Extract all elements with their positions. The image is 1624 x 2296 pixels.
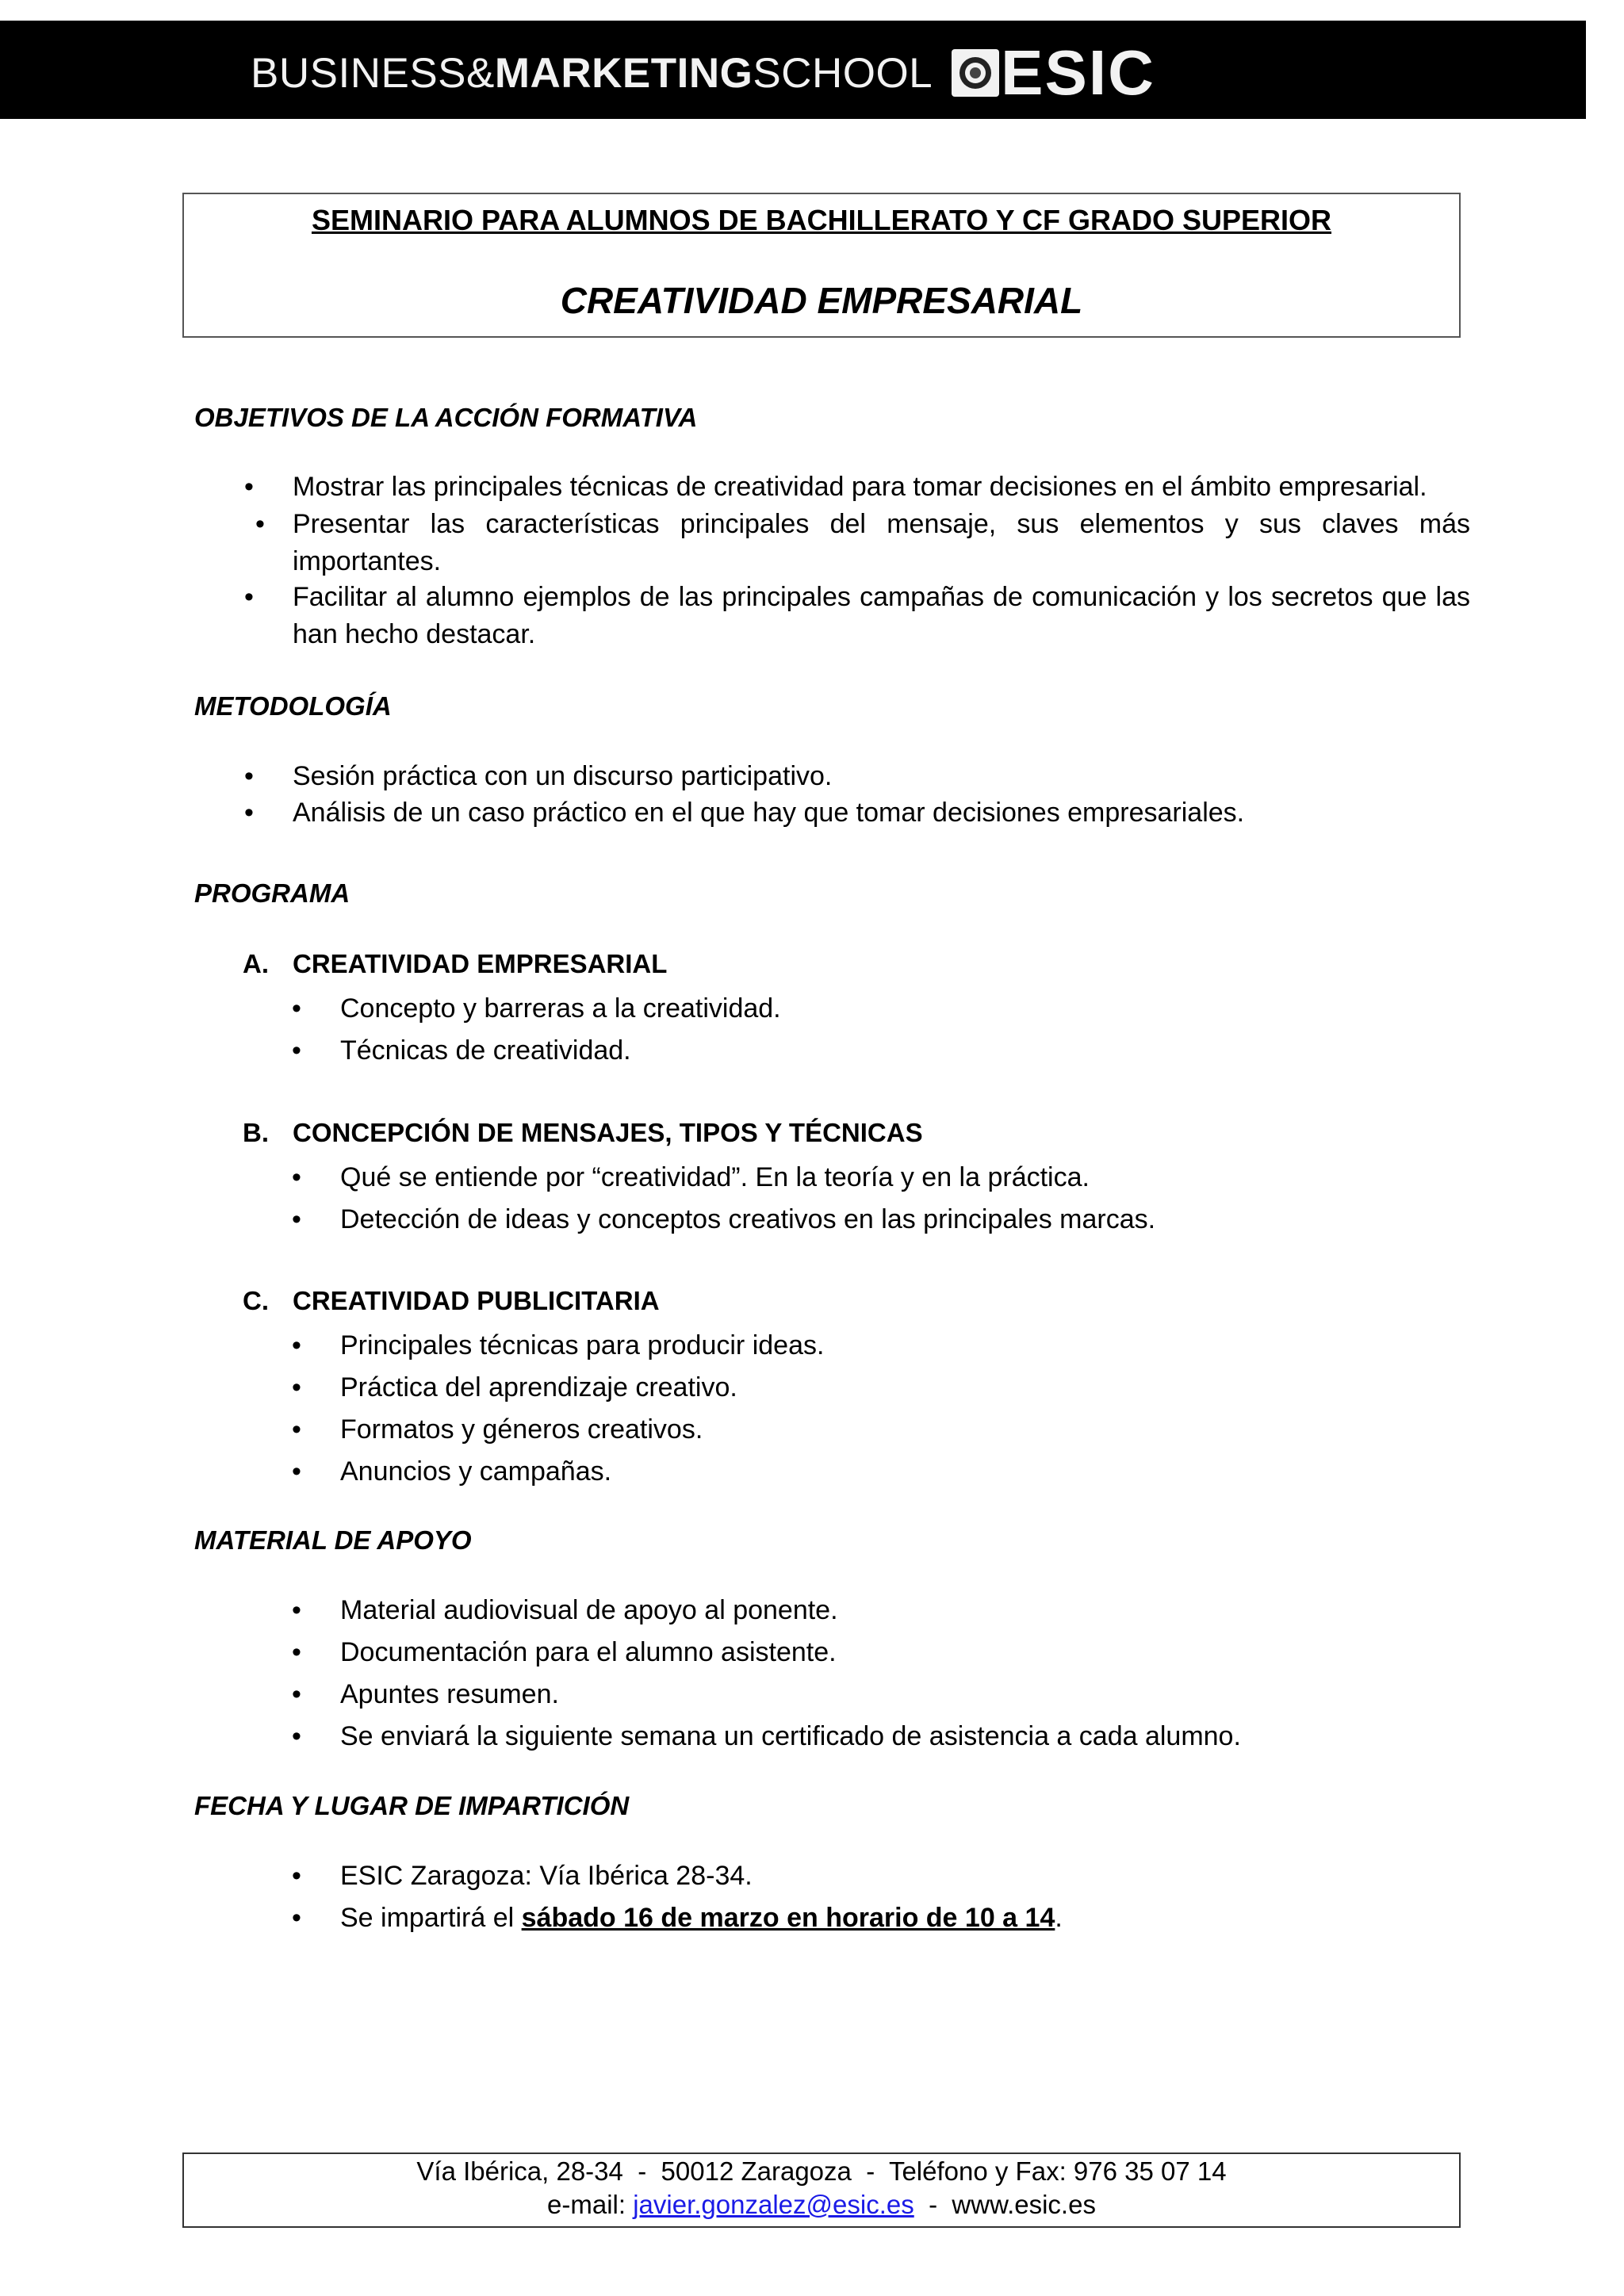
bullet-icon: • [292, 1035, 301, 1066]
objetivos-item-2-cont: importantes. [293, 546, 442, 576]
programa-heading: PROGRAMA [194, 878, 350, 908]
material-item-1: Material audiovisual de apoyo al ponente. [340, 1595, 838, 1625]
objetivos-heading: OBJETIVOS DE LA ACCIÓN FORMATIVA [194, 403, 698, 432]
footer-contact [182, 2190, 1461, 2220]
bullet-icon: • [292, 1330, 301, 1360]
programa-a-title: CREATIVIDAD EMPRESARIAL [293, 949, 668, 978]
programa-b-item-2: Detección de ideas y conceptos creativos en las principales marcas. [340, 1204, 1156, 1234]
footer-website[interactable]: www.esic.es [952, 2190, 1096, 2219]
bullet-icon: • [244, 761, 254, 791]
objetivos-item-2: Presentar las características principales del mensaje, sus elementos y sus claves más [293, 509, 1470, 539]
brand-logo [251, 37, 1155, 108]
brand-text-marketing: MARKETING [494, 49, 753, 97]
programa-b-item-1: Qué se entiende por “creatividad”. En la teoría y en la práctica. [340, 1162, 1090, 1192]
bullet-icon: • [292, 1414, 301, 1445]
metodologia-item-1: Sesión práctica con un discurso participativo. [293, 761, 833, 791]
footer-email-label: e-mail: [547, 2190, 634, 2219]
programa-b-title: CONCEPCIÓN DE MENSAJES, TIPOS Y TÉCNICAS [293, 1118, 923, 1147]
programa-c-item-1: Principales técnicas para producir ideas. [340, 1330, 825, 1360]
footer-address: Vía Ibérica, 28-34 - 50012 Zaragoza - Teléfono y Fax: 976 35 07 14 [416, 2156, 1227, 2186]
page-title: CREATIVIDAD EMPRESARIAL [560, 280, 1083, 321]
esic-logo [952, 36, 1155, 109]
footer-email-link[interactable]: javier.gonzalez@esic.es [633, 2190, 914, 2219]
bullet-icon: • [244, 472, 254, 502]
bullet-icon: • [244, 798, 254, 828]
fecha-date-suffix: . [1055, 1903, 1063, 1933]
objetivos-item-3-cont: han hecho destacar. [293, 619, 536, 649]
objetivos-item-1: Mostrar las principales técnicas de creatividad para tomar decisiones en el ámbito empresarial. [293, 472, 1427, 502]
footer-separator: - [914, 2190, 952, 2219]
programa-c-title: CREATIVIDAD PUBLICITARIA [293, 1286, 660, 1315]
material-item-2: Documentación para el alumno asistente. [340, 1637, 837, 1667]
fecha-heading: FECHA Y LUGAR DE IMPARTICIÓN [194, 1791, 630, 1820]
bullet-icon: • [292, 1637, 301, 1667]
bullet-icon: • [255, 509, 265, 539]
seal-icon [952, 49, 999, 97]
seminar-subtitle: SEMINARIO PARA ALUMNOS DE BACHILLERATO Y CF GRADO SUPERIOR [311, 204, 1332, 236]
programa-c-letter: C. [243, 1286, 269, 1315]
bullet-icon: • [292, 1595, 301, 1625]
bullet-icon: • [292, 1721, 301, 1751]
programa-b-letter: B. [243, 1118, 269, 1147]
bullet-icon: • [292, 1456, 301, 1487]
fecha-item-date [340, 1900, 1450, 1936]
brand-text-business: BUSINESS& [251, 49, 495, 97]
programa-c-item-2: Práctica del aprendizaje creativo. [340, 1372, 737, 1402]
brand-text-school: SCHOOL [753, 49, 933, 97]
material-item-3: Apuntes resumen. [340, 1679, 559, 1709]
programa-c-item-4: Anuncios y campañas. [340, 1456, 612, 1487]
programa-c-item-3: Formatos y géneros creativos. [340, 1414, 703, 1445]
material-item-4: Se enviará la siguiente semana un certificado de asistencia a cada alumno. [340, 1721, 1241, 1751]
fecha-date-highlight: sábado 16 de marzo en horario de 10 a 14 [521, 1903, 1055, 1933]
programa-a-letter: A. [243, 949, 269, 978]
fecha-date-prefix: Se impartirá el [340, 1903, 522, 1933]
bullet-icon: • [292, 1372, 301, 1402]
bullet-icon: • [292, 1204, 301, 1234]
bullet-icon: • [292, 1162, 301, 1192]
material-heading: MATERIAL DE APOYO [194, 1525, 472, 1555]
objetivos-item-3: Facilitar al alumno ejemplos de las principales campañas de comunicación y los secretos que las [293, 582, 1470, 612]
metodologia-item-2: Análisis de un caso práctico en el que hay que tomar decisiones empresariales. [293, 798, 1245, 828]
metodologia-heading: METODOLOGÍA [194, 691, 392, 721]
bullet-icon: • [244, 582, 254, 612]
bullet-icon: • [292, 1903, 301, 1933]
bullet-icon: • [292, 993, 301, 1024]
programa-a-item-2: Técnicas de creatividad. [340, 1035, 631, 1066]
fecha-item-location: ESIC Zaragoza: Vía Ibérica 28-34. [340, 1861, 753, 1891]
esic-logo-text: ESIC [1001, 37, 1155, 108]
bullet-icon: • [292, 1861, 301, 1891]
bullet-icon: • [292, 1679, 301, 1709]
programa-a-item-1: Concepto y barreras a la creatividad. [340, 993, 781, 1024]
